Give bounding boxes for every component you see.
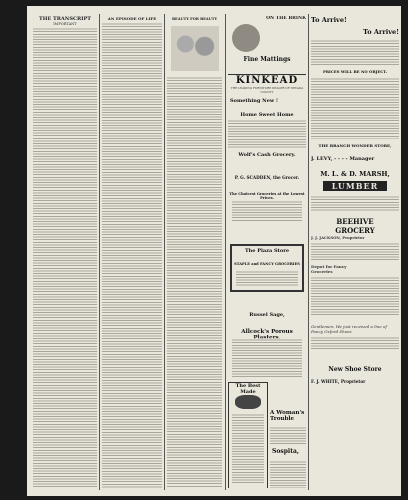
kinkead-head: KINKEAD xyxy=(235,75,299,86)
best-made-ad xyxy=(228,382,268,488)
ad-text xyxy=(311,195,399,211)
grocery-head: GROCERY xyxy=(335,226,375,235)
ad-text xyxy=(311,276,399,316)
ad-text xyxy=(232,200,302,222)
article-head: AN EPISODE OF LIFE xyxy=(107,16,157,21)
home-sweet-home: Home Sweet Home xyxy=(240,112,294,118)
mattings-head: Fine Mattings xyxy=(243,56,291,63)
column-rule xyxy=(308,14,309,490)
engraving-illustration xyxy=(171,26,219,71)
gentlemen-notice: Gentlemen: We just received a line of Fancy Oxford Shoes xyxy=(311,324,387,334)
column-rule xyxy=(99,14,100,490)
plaza-store-head: The Plaza Store xyxy=(244,248,290,254)
column-3-text xyxy=(167,76,222,488)
column-rule xyxy=(164,14,165,490)
masthead: THE TRANSCRIPT xyxy=(39,16,91,22)
womans-trouble: A Woman's Trouble xyxy=(270,410,305,422)
ad-text xyxy=(232,338,302,378)
scadden-grocer: P. G. SCADDEN, the Grocer. xyxy=(234,175,300,180)
article-head: BEAUTY FOR BEAUTY xyxy=(171,17,218,21)
russel-sage: Russel Sage, xyxy=(249,312,285,318)
ad-text xyxy=(236,270,298,286)
column-2-text xyxy=(102,22,162,488)
branch-wonder-store: THE BRANCH WONDER STORE, xyxy=(318,143,392,148)
to-arrive-head: To Arrive! xyxy=(311,16,347,24)
on-the-brink-head: ON THE BRINK xyxy=(266,16,306,21)
column-5-ads xyxy=(311,16,399,488)
levy-manager: J. LEVY, - - - - Manager xyxy=(311,156,375,162)
white-proprietor: F. J. WHITE, Proprietor xyxy=(311,379,366,384)
depot-fancy-groceries: Depot for Fancy Groceries xyxy=(311,264,347,274)
masthead-subtitle: IMPORTANT xyxy=(53,22,77,26)
ad-text xyxy=(228,119,306,149)
column-3 xyxy=(167,16,222,488)
something-new-head: Something New ! xyxy=(230,98,279,104)
marsh-head: M. L. & D. MARSH, xyxy=(320,170,390,178)
kinkead-ad xyxy=(228,74,306,96)
best-made-head: The Best Made xyxy=(235,383,261,395)
column-4-ads xyxy=(228,16,306,488)
ad-text xyxy=(270,426,306,446)
lumber-banner: LUMBER xyxy=(323,181,387,191)
prices-no-object: PRICES WILL BE NO OBJECT. xyxy=(323,69,387,74)
allcocks-plasters: Allcock's Porous xyxy=(241,329,293,335)
to-arrive-head-2: To Arrive! xyxy=(363,28,399,36)
wolfs-cash-grocery: Wolf's Cash Grocery. xyxy=(238,152,296,158)
column-2 xyxy=(102,16,162,488)
ad-text xyxy=(311,242,399,262)
choicest-groceries: The Choicest Groceries at the Lowest Prices. xyxy=(229,192,305,200)
ad-text xyxy=(311,77,399,139)
woman-portrait-illustration xyxy=(232,24,260,52)
new-shoe-store: New Shoe Store xyxy=(328,366,382,373)
staple-fancy-groceries: STAPLE and FANCY GROCERIES xyxy=(234,262,300,266)
sospita-head: Sospita, xyxy=(272,448,299,455)
column-1-text xyxy=(33,27,97,488)
ad-text xyxy=(311,336,399,350)
ad-text xyxy=(232,413,264,483)
beehive-head: BEEHIVE xyxy=(336,217,374,226)
newspaper-page xyxy=(27,6,401,496)
mattings-ad xyxy=(228,56,306,74)
ad-text xyxy=(311,39,399,65)
column-rule xyxy=(225,14,226,490)
ad-text xyxy=(270,460,306,488)
bicycle-bell-illustration xyxy=(235,395,261,409)
jackson-proprietor: J. J. JACKSON, Proprietor xyxy=(311,235,365,240)
plaza-store-ad xyxy=(230,244,304,292)
kinkead-sub: THE LEADING FURNITURE DEALER OF NEVADA COUNTY xyxy=(230,86,304,94)
column-1 xyxy=(33,16,97,488)
